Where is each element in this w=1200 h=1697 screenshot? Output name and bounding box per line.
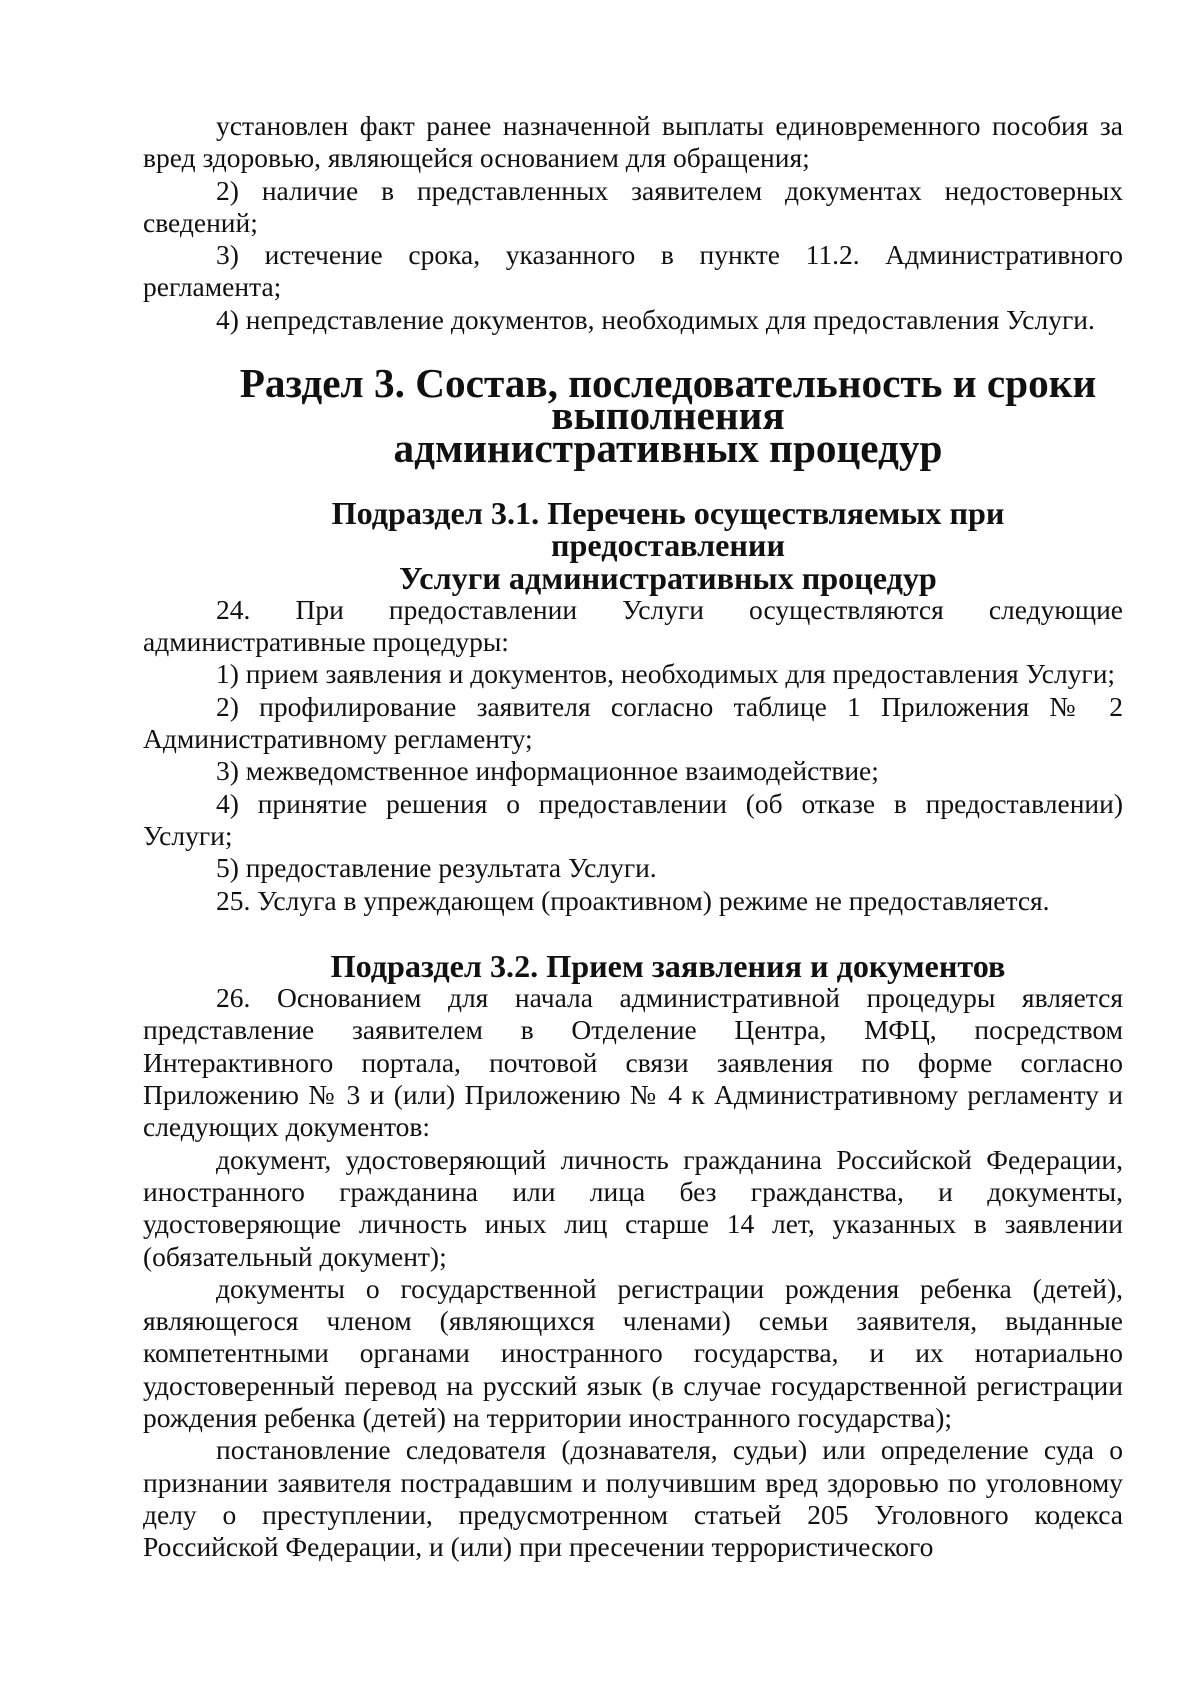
paragraph-25: 25. Услуга в упреждающем (проактивном) режиме не предоставляется.: [216, 884, 1050, 916]
paragraph-item-3-deadline: 3) истечение срока, указанного в пункте 11.2. Административного регламента;: [143, 239, 1123, 303]
document-page: [143, 110, 1123, 1563]
paragraph-item-2-unreliable: 2) наличие в представленных заявителем документах недостоверных сведений;: [143, 174, 1123, 238]
paragraph-fact-established: установлен факт ранее назначенной выплаты единовременного пособия за вред здоровью, являющейся основанием для обращения;: [143, 110, 1123, 174]
subsection-3-2-heading-line-1: Подраздел 3.2. Прием заявления и документов: [330, 947, 1006, 984]
document-investigator-resolution: постановление следователя (дознавателя, судьи) или определение суда о признании заявителя пострадавшим и получившим вред здоровью по уголовному делу о преступлении, предусмотренном статьей 205 Уголовного кодекса Российской Федерации, и (или) при пресечении террористического: [143, 1434, 1123, 1563]
procedure-item-2: 2) профилирование заявителя согласно таблице 1 Приложения № 2 Административному регламенту;: [143, 690, 1123, 755]
paragraph-item-4-missing-docs: 4) непредставление документов, необходимых для предоставления Услуги.: [216, 303, 1095, 335]
procedure-item-3: 3) межведомственное информационное взаимодействие;: [216, 755, 879, 787]
procedure-item-4: 4) принятие решения о предоставлении (об отказе в предоставлении) Услуги;: [143, 787, 1123, 851]
subsection-3-1-heading: [143, 494, 1123, 596]
procedure-item-1: 1) прием заявления и документов, необходимых для предоставления Услуги;: [216, 658, 1116, 690]
subsection-3-2-heading: [143, 947, 1123, 984]
document-identity: документ, удостоверяющий личность гражданина Российской Федерации, иностранного гражданина или лица без гражданства, и документы, удостоверяющие личность иных лиц старше 14 лет, указанных в заявлении (обязательный документ);: [143, 1143, 1123, 1272]
section-3-heading: [143, 360, 1123, 471]
subsection-3-1-heading-line-2: Услуги административных процедур: [399, 559, 937, 596]
document-birth-registration: документы о государственной регистрации рождения ребенка (детей), являющегося членом (являющихся членами) семьи заявителя, выданные компетентными органами иностранного государства, и их нотариально удостоверенный перевод на русский язык (в случае государственной регистрации рождения ребенка (детей) на территории иностранного государства);: [143, 1272, 1123, 1433]
subsection-3-1-heading-line-1: Подраздел 3.1. Перечень осуществляемых при предоставлении: [331, 494, 1005, 564]
section-3-heading-line-2: административных процедур: [393, 424, 943, 471]
procedure-item-5: 5) предоставление результата Услуги.: [216, 852, 657, 884]
paragraph-26: 26. Основанием для начала административной процедуры является представление заявителем в Отделение Центра, МФЦ, посредством Интерактивного портала, почтовой связи заявления по форме согласно Приложению № 3 и (или) Приложению № 4 к Административному регламенту и следующих документов:: [143, 982, 1123, 1143]
section-3-heading-line-1: Раздел 3. Состав, последовательность и сроки выполнения: [239, 360, 1097, 439]
paragraph-24: 24. При предоставлении Услуги осуществляются следующие административные процедуры:: [143, 593, 1123, 658]
